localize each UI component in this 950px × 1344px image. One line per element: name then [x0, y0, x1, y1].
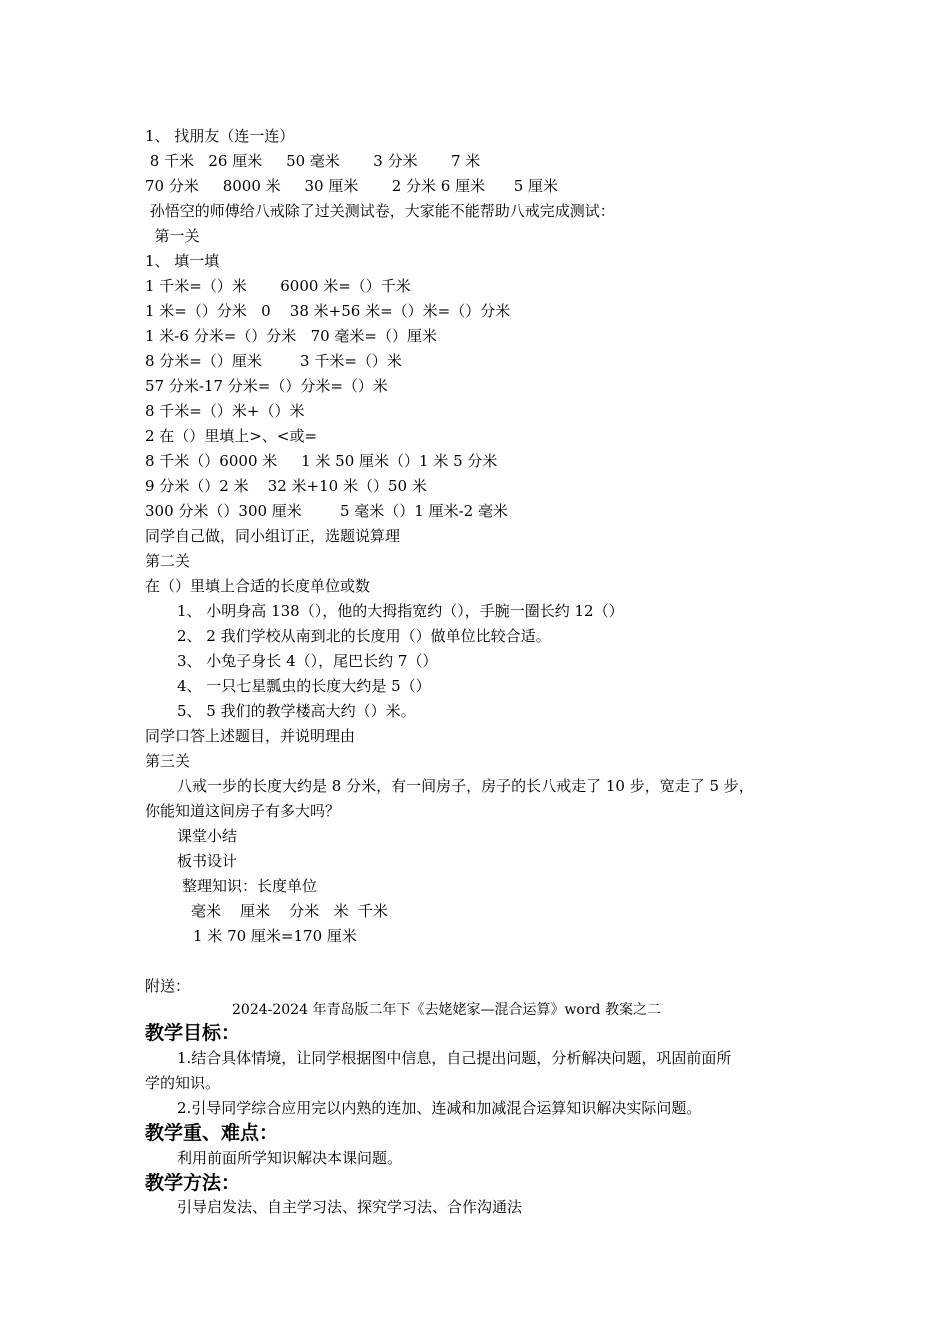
exercise-line: 57 分米-17 分米=（）分米=（）米 — [145, 377, 388, 395]
fill-in-title: 1、 填一填 — [145, 252, 220, 270]
instruction-text: 同学口答上述题目，并说明理由 — [145, 727, 356, 745]
class-summary: 课堂小结 — [177, 827, 238, 845]
exercise-line: 1 千米=（）米 6000 米=（）千米 — [145, 277, 411, 295]
intro-text: 孙悟空的师傅给八戒除了过关测试卷，大家能不能帮助八戒完成测试： — [145, 202, 615, 220]
level-2-title: 第二关 — [145, 552, 191, 570]
units-item-5: 5、 5 我们的教学楼高大约（）米。 — [177, 702, 416, 720]
methods-heading: 教学方法： — [145, 1172, 241, 1194]
units-item-2: 2、 2 我们学校从南到北的长度用（）做单位比较合适。 — [177, 627, 551, 645]
methods-text: 引导启发法、自主学习法、探究学习法、合作沟通法 — [177, 1198, 523, 1216]
key-points-heading: 教学重、难点： — [145, 1122, 279, 1144]
exercise-line: 1 米-6 分米=（）分米 70 毫米=（）厘米 — [145, 327, 437, 345]
conversion-example: 1 米 70 厘米=170 厘米 — [193, 927, 357, 945]
match-row-2: 70 分米 8000 米 30 厘米 2 分米 6 厘米 5 厘米 — [145, 177, 559, 195]
units-item-4: 4、 一只七星瓢虫的长度大约是 5（） — [177, 677, 431, 695]
goal-1-cont: 学的知识。 — [145, 1074, 221, 1092]
match-row-1: 8 千米 26 厘米 50 毫米 3 分米 7 米 — [145, 152, 481, 170]
appendix-label: 附送： — [145, 977, 191, 995]
board-design: 板书设计 — [177, 852, 238, 870]
exercise-line: 8 分米=（）厘米 3 千米=（）米 — [145, 352, 402, 370]
goal-2: 2.引导同学综合应用完以内熟的连加、连减和加减混合运算知识解决实际问题。 — [177, 1099, 702, 1117]
compare-title: 2 在（）里填上>、<或= — [145, 427, 318, 445]
level-3-question-cont: 你能知道这间房子有多大吗？ — [145, 802, 341, 820]
exercise-line: 9 分米（）2 米 32 米+10 米（）50 米 — [145, 477, 427, 495]
exercise-line: 8 千米（）6000 米 1 米 50 厘米（）1 米 5 分米 — [145, 452, 498, 470]
organize-knowledge: 整理知识：长度单位 — [182, 877, 318, 895]
units-item-3: 3、 小兔子身长 4（），尾巴长约 7（） — [177, 652, 438, 670]
goal-1: 1.结合具体情境，让同学根据图中信息，自己提出问题，分析解决问题，巩固前面所 — [177, 1049, 732, 1067]
instruction-text: 同学自己做，同小组订正，选题说算理 — [145, 527, 401, 545]
level-3-question: 八戒一步的长度大约是 8 分米，有一间房子，房子的长八戒走了 10 步，宽走了 5 步， — [177, 777, 754, 795]
find-friends-title: 1、 找朋友（连一连） — [145, 127, 295, 145]
exercise-line: 8 千米=（）米+（）米 — [145, 402, 305, 420]
level-1-title: 第一关 — [145, 227, 200, 245]
units-item-1: 1、 小明身高 138（），他的大拇指宽约（），手腕一圈长约 12（） — [177, 602, 624, 620]
exercise-line: 300 分米（）300 厘米 5 毫米（）1 厘米-2 毫米 — [145, 502, 508, 520]
exercise-line: 1 米=（）分米 0 38 米+56 米=（）米=（）分米 — [145, 302, 511, 320]
appendix-title: 2024-2024 年青岛版二年下《去姥姥家—混合运算》word 教案之二 — [232, 1002, 661, 1018]
key-points-text: 利用前面所学知识解决本课问题。 — [177, 1149, 403, 1167]
units-list: 毫米 厘米 分米 米 千米 — [191, 902, 388, 920]
level-3-title: 第三关 — [145, 752, 191, 770]
goals-heading: 教学目标： — [145, 1022, 241, 1044]
units-task-title: 在（）里填上合适的长度单位或数 — [145, 577, 371, 595]
